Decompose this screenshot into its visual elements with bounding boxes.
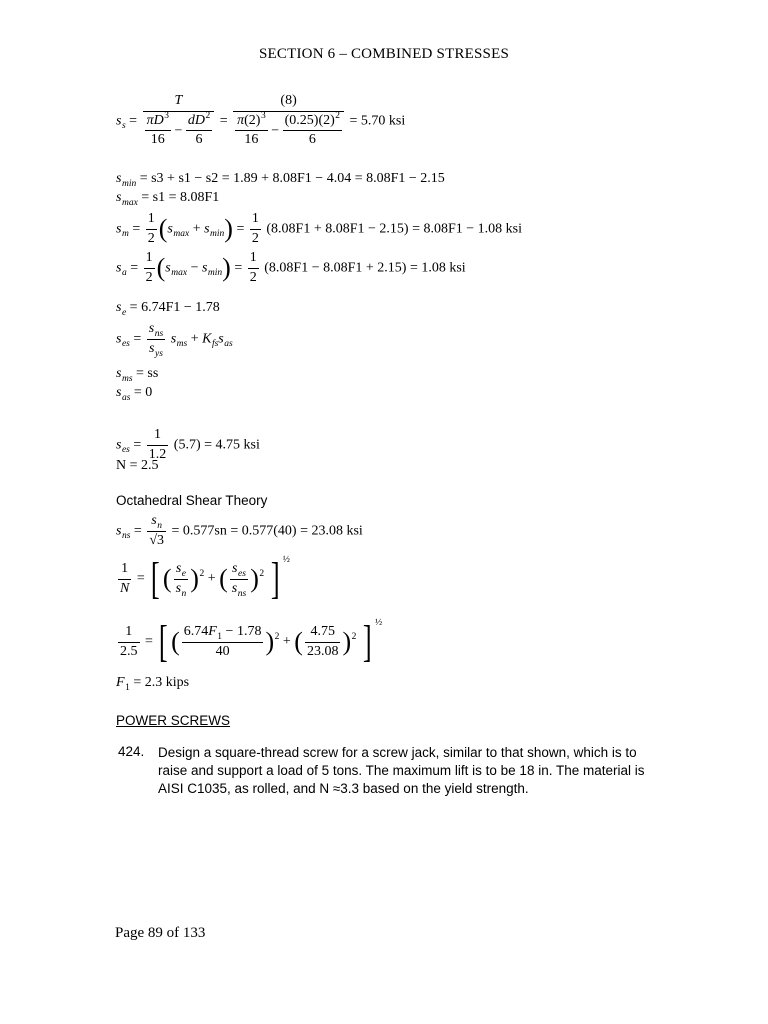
problem-number: 424. [118,744,145,759]
equation-sm: $s_m$ = $\frac{1}{2}$ $(s_{max} + s_{min})$ = $\frac{1}{2}$ (8.08F1 + 8.08F1 − 2.15) = 8.08F1 − 1.08 ksi [116,211,522,246]
equation-F1: $F_1 = 2.3$ kips [116,675,190,693]
smax-expression: = s1 = 8.08F1 [141,190,220,205]
sa-expression: (8.08F1 − 8.08F1 + 2.15) = 1.08 ksi [264,260,466,276]
equation-sns: $s_{ns}$ = $\frac{s_n}{√3}$ = 0.577sn = 0.577(40) = 23.08 ksi [116,513,363,548]
equation-ses-value: $s_{es}$ = $\frac{1}{1.2}$ (5.7) = 4.75 ksi [116,427,260,462]
page-footer: Page 89 of 133 [115,925,206,941]
section-header: SECTION 6 – COMBINED STRESSES [259,46,509,62]
equation-octahedral-general: $\frac{1}{N}$ = [ ( $\frac{s_e}{s_n}$ )$^2$ + ( $\frac{s_{es}}{s_{ns}}$ )$^2$ ] $^{\frac{1}{2}}$ [120,554,290,603]
equation-se: $s_e = 6.74F1 - 1.78$ [116,300,220,318]
equation-ss: $s_s$ = T $\frac{\pi D^3}{16}$ − $\frac{dD^2}{6}$ = (8) $\frac{\pi(2)^3}{16}$ − $\frac{(0.25)(2)^2}{6}$ = 5.70 ksi [116,93,406,148]
problem-text: Design a square-thread screw for a screw jack, similar to that shown, which is to raise and support a load of 5 tons. The maximum lift is to be 18 in. The material is AISI C1035, as rolled, and N ≈3.3 based on the yield strength. [158,745,645,796]
sas-expression: = 0 [133,385,153,400]
equation-ses: $s_{es}$ = $\frac{s_{ns}}{s_{ys}}$ $s_{ms} + K_{fs}s_{as}$ [116,321,233,359]
equation-octahedral-substituted: $\frac{1}{2.5}$ = [ ( $\frac{6.74F_1 - 1.78}{40}$ )$^2$ + ( $\frac{4.75}{23.08}$ )$^2$ ] $^{\frac{1}{2}}$ [120,617,383,666]
ss-result: = 5.70 ksi [349,113,406,129]
equation-smax: $s_{max} = s1 = 8.08F1$ [116,190,220,208]
equation-sms: $s_{ms}$ = ss [116,366,159,384]
sms-expression: = ss [136,366,159,381]
smin-expression: = s3 + s1 − s2 = 1.89 + 8.08F1 − 4.04 = 8.08F1 − 2.15 [139,171,445,186]
equation-N: N = 2.5 [116,458,159,473]
equation-sa: $s_a$ = $\frac{1}{2}$ $(s_{max} - s_{min})$ = $\frac{1}{2}$ (8.08F1 − 8.08F1 + 2.15) = 1.08 ksi [116,250,466,285]
octahedral-heading: Octahedral Shear Theory [116,493,268,508]
ses-value-expression: (5.7) = 4.75 ksi [173,437,260,453]
se-expression: = 6.74F1 − 1.78 [129,300,220,315]
power-screws-heading: POWER SCREWS [116,713,231,728]
F1-expression: = 2.3 kips [133,675,190,690]
equation-sas: $s_{as} = 0$ [116,385,153,403]
sns-expression: = 0.577sn = 0.577(40) = 23.08 ksi [171,523,363,539]
equation-smin: $s_{min} = s3 + s1 - s2 = 1.89 + 8.08F1 - 4.04 = 8.08F1 - 2.15$ [116,171,445,189]
sm-expression: (8.08F1 + 8.08F1 − 2.15) = 8.08F1 − 1.08 ksi [266,221,522,237]
